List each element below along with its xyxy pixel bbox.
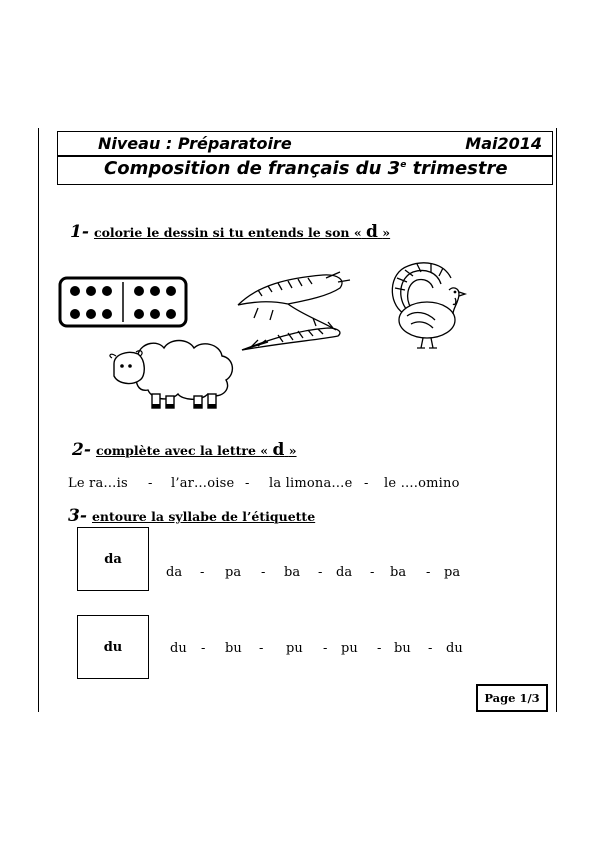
left-margin-line	[38, 128, 39, 712]
syllable-item[interactable]: da	[336, 565, 353, 580]
syllable-separator: -	[200, 565, 205, 580]
syllable-separator: -	[259, 641, 264, 656]
word-item[interactable]: la limona…e	[269, 476, 353, 491]
right-margin-line	[556, 128, 557, 712]
question-1-instruction	[93, 222, 391, 242]
syllable-item[interactable]: du	[170, 641, 187, 656]
syllable-item[interactable]: ba	[284, 565, 301, 580]
syllable-label-du: du	[77, 615, 149, 679]
word-separator: -	[364, 476, 369, 491]
syllable-separator: -	[370, 565, 375, 580]
date-label: Mai2014	[465, 134, 542, 153]
question-3-number: 3-	[68, 506, 87, 526]
syllable-item[interactable]: du	[446, 641, 463, 656]
question-2-text: complète avec la lettre «	[95, 443, 269, 458]
header-divider	[58, 155, 552, 157]
syllable-separator: -	[426, 565, 431, 580]
header-box	[57, 131, 553, 185]
sheep-icon[interactable]	[108, 334, 240, 414]
question-2	[72, 440, 297, 460]
word-separator: -	[148, 476, 153, 491]
question-3	[68, 506, 315, 526]
title-main: Composition de français du 3	[104, 158, 401, 179]
syllable-separator: -	[428, 641, 433, 656]
domino-icon[interactable]	[58, 276, 188, 328]
question-1-close: »	[382, 225, 391, 240]
crocodile-icon[interactable]	[228, 270, 353, 355]
syllable-label-da: da	[77, 527, 149, 591]
word-separator: -	[245, 476, 250, 491]
syllable-item[interactable]: ba	[390, 565, 407, 580]
question-2-letter: d	[272, 440, 285, 460]
syllable-item[interactable]: pu	[286, 641, 303, 656]
question-2-number: 2-	[72, 440, 91, 460]
question-1-number: 1-	[70, 222, 89, 242]
syllable-item[interactable]: pa	[444, 565, 461, 580]
question-1-sound: d	[366, 222, 378, 242]
syllable-separator: -	[318, 565, 323, 580]
syllable-separator: -	[323, 641, 328, 656]
title-end: trimestre	[406, 158, 508, 179]
question-2-instruction	[95, 440, 297, 460]
syllable-item[interactable]: pu	[341, 641, 358, 656]
syllable-item[interactable]: bu	[225, 641, 242, 656]
page-number: Page 1/3	[476, 684, 548, 712]
syllable-item[interactable]: pa	[225, 565, 242, 580]
title-sup: e	[400, 160, 407, 170]
syllable-separator: -	[377, 641, 382, 656]
question-3-instruction: entoure la syllabe de l’étiquette	[91, 509, 316, 524]
turkey-icon[interactable]	[383, 258, 471, 354]
syllable-item[interactable]: da	[166, 565, 183, 580]
word-item[interactable]: Le ra…is	[68, 476, 128, 491]
question-2-close: »	[288, 443, 297, 458]
word-item[interactable]: le ….omino	[384, 476, 460, 491]
syllable-item[interactable]: bu	[394, 641, 411, 656]
word-item[interactable]: l’ar…oise	[171, 476, 235, 491]
level-label: Niveau : Préparatoire	[98, 134, 292, 153]
question-1-text: colorie le dessin si tu entends le son «	[93, 225, 362, 240]
syllable-separator: -	[201, 641, 206, 656]
page-title	[104, 158, 508, 179]
question-1	[70, 222, 390, 242]
syllable-separator: -	[261, 565, 266, 580]
